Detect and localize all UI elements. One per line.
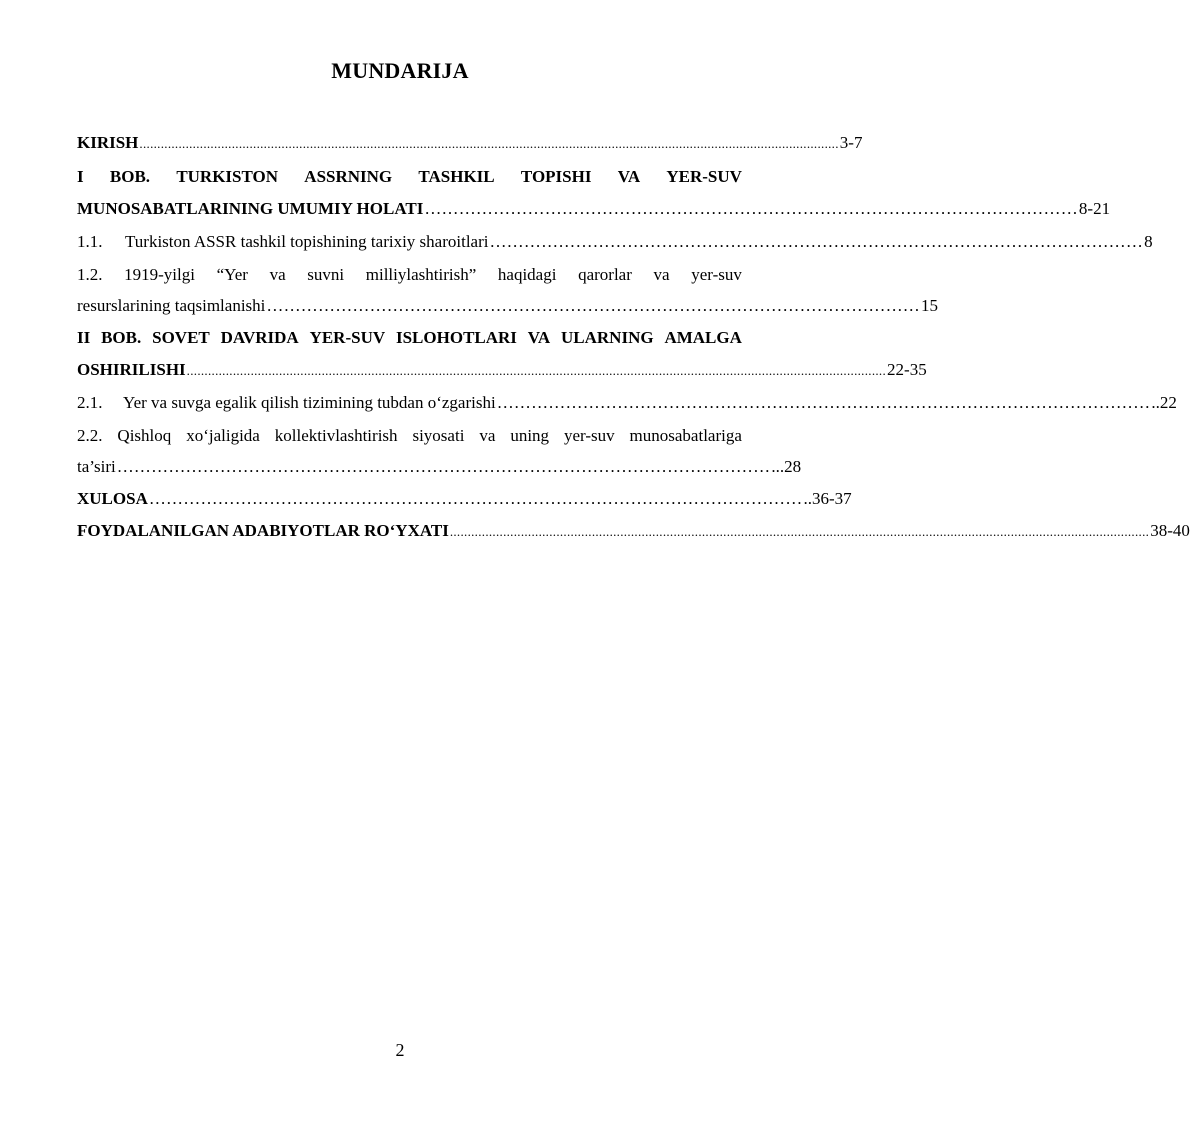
toc-entry-bob1-line1 — [77, 166, 742, 188]
toc-word: qarorlar — [578, 265, 632, 284]
toc-entry-label: FOYDALANILGAN ADABIYOTLAR RO‘YXATI — [77, 521, 449, 540]
toc-entry-page: 15 — [921, 296, 938, 315]
dot-leader: ..................................................................................................................................................................................................... — [186, 363, 887, 378]
toc-word: uning — [510, 426, 550, 445]
toc-word: xo‘jaligida — [186, 426, 260, 445]
toc-word: va — [653, 265, 670, 284]
toc-word: 1.2. — [77, 265, 103, 284]
toc-word: yer-suv — [691, 265, 742, 284]
toc-entry-adabiyotlar — [77, 520, 1190, 543]
toc-word: YER-SUV — [666, 167, 742, 186]
dot-leader: …………………………………………………………………………………………………… — [148, 489, 803, 508]
toc-word: 1919-yilgi — [124, 265, 195, 284]
dot-leader: …………………………………………………………………………………………………… — [116, 457, 771, 476]
toc-entry-2-2-line2 — [77, 456, 802, 478]
toc-entry-page: 3-7 — [839, 133, 863, 152]
toc-word: SOVET — [152, 328, 210, 347]
toc-entry-1-2-line1 — [77, 264, 742, 286]
toc-entry-label: ta’siri — [77, 457, 116, 476]
toc-entry-kirish — [77, 132, 863, 155]
toc-word: BOB. — [109, 167, 151, 186]
toc-entry-page: 22-35 — [887, 360, 927, 379]
toc-word: Qishloq — [117, 426, 172, 445]
toc-entry-bob2-line2 — [77, 359, 927, 382]
toc-word: TASHKIL — [418, 167, 495, 186]
dot-leader: …………………………………………………………………………………………………… — [424, 199, 1078, 218]
toc-word: munosabatlariga — [629, 426, 742, 445]
dot-leader: …………………………………………………………………………………………………… — [266, 296, 920, 315]
dot-leader: …………………………………………………………………………………………………… — [496, 393, 1151, 412]
toc-entry-page: 8 — [1144, 232, 1153, 251]
toc-word: II — [77, 328, 91, 347]
toc-entry-label: resurslarining taqsimlanishi — [77, 296, 266, 315]
toc-word: yer-suv — [563, 426, 615, 445]
toc-entry-page: ..22 — [1151, 393, 1177, 412]
toc-word: ASSRNING — [304, 167, 393, 186]
toc-word: suvni — [307, 265, 345, 284]
toc-entry-1-2-line2 — [77, 295, 938, 317]
toc-word: milliylashtirish” — [365, 265, 477, 284]
toc-entry-xulosa — [77, 488, 852, 510]
toc-entry-page: ...28 — [771, 457, 802, 476]
toc-entry-2-1 — [77, 392, 1177, 414]
toc-word: YER-SUV — [309, 328, 386, 347]
toc-word: VA — [527, 328, 551, 347]
toc-entry-bob2-line1 — [77, 327, 742, 349]
toc-entry-number: 1.1. — [77, 232, 103, 251]
toc-entry-number: 2.1. — [77, 393, 103, 412]
toc-word: ISLOHOTLARI — [395, 328, 517, 347]
page-number: 2 — [395, 1040, 405, 1060]
toc-entry-label: OSHIRILISHI — [77, 360, 186, 379]
toc-word: VA — [617, 167, 641, 186]
toc-word: DAVRIDA — [220, 328, 299, 347]
toc-word: va — [479, 426, 496, 445]
toc-word: TOPISHI — [520, 167, 592, 186]
toc-word: AMALGA — [664, 328, 742, 347]
toc-entry-bob1-line2 — [77, 198, 1111, 220]
toc-entry-1-1 — [77, 231, 1153, 253]
toc-word: 2.2. — [77, 426, 103, 445]
toc-word: va — [269, 265, 286, 284]
page-title: MUNDARIJA — [331, 58, 469, 83]
dot-leader: …………………………………………………………………………………………………… — [489, 232, 1144, 251]
toc-word: siyosati — [412, 426, 465, 445]
toc-entry-label: MUNOSABATLARINING UMUMIY HOLATI — [77, 199, 424, 218]
toc-entry-label: Yer va suvga egalik qilish tizimining tubdan o‘zgarishi — [123, 393, 496, 412]
toc-entry-page: 38-40 — [1150, 521, 1190, 540]
toc-entry-label: Turkiston ASSR tashkil topishining tarixiy sharoitlari — [125, 232, 489, 251]
toc-entry-2-2-line1 — [77, 425, 742, 447]
dot-leader: ..................................................................................................................................................................................................... — [449, 524, 1150, 539]
toc-word: I — [77, 167, 84, 186]
toc-word: “Yer — [216, 265, 248, 284]
toc-word: TURKISTON — [176, 167, 279, 186]
toc-entry-page: 8-21 — [1078, 199, 1111, 218]
toc-entry-page: ..36-37 — [803, 489, 852, 508]
toc-word: kollektivlashtirish — [274, 426, 398, 445]
toc-word: BOB. — [101, 328, 142, 347]
toc-word: haqidagi — [497, 265, 557, 284]
toc-entry-label: XULOSA — [77, 489, 148, 508]
toc-word: ULARNING — [561, 328, 654, 347]
toc-entry-label: KIRISH — [77, 133, 139, 152]
dot-leader: ..................................................................................................................................................................................................... — [139, 136, 839, 151]
